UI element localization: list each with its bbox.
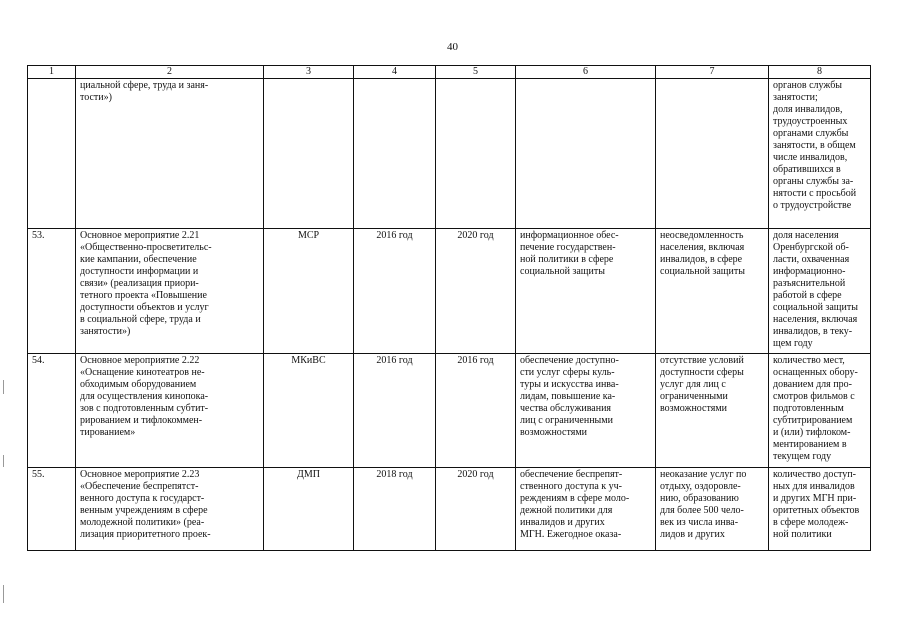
cell-indicator: доля населения Оренбургской об- ласти, охваченная информационно- разъяснительной работой в сфере социальной защиты населения, включая инвалидов, в теку- щем году xyxy=(769,229,871,354)
header-col-1: 1 xyxy=(28,66,76,79)
header-col-8: 8 xyxy=(769,66,871,79)
cell-result: обеспечение беспрепят- ственного доступа к уч- реждениям в сфере моло- дежной политики для инвалидов и других МГН. Ежегодное оказа- xyxy=(516,468,656,551)
cell-indicator: органов службы занятости; доля инвалидов, трудоустроенных органами службы занятости, в общем числе инвалидов, обратившихся в органы службы за- нятости с просьбой о трудоустройстве xyxy=(769,79,871,229)
measures-table xyxy=(27,65,871,551)
cell-consequence: неосведомленность населения, включая инвалидов, в сфере социальной защиты xyxy=(656,229,769,354)
cell-consequence: отсутствие условий доступности сферы услуг для лиц с ограниченными возможностями xyxy=(656,354,769,468)
cell-indicator: количество доступ- ных для инвалидов и других МГН при- оритетных объектов в сфере молодеж- ной политики xyxy=(769,468,871,551)
cell-number: 55. xyxy=(28,468,76,551)
header-row xyxy=(28,66,871,79)
page-number: 40 xyxy=(447,41,458,53)
cell-result: обеспечение доступно- сти услуг сферы куль- туры и искусства инва- лидам, повышение ка- чества обслуживания лиц с ограниченными возможностями xyxy=(516,354,656,468)
header-col-7: 7 xyxy=(656,66,769,79)
cell-activity: Основное мероприятие 2.22 «Оснащение кинотеатров не- обходимым оборудованием для осуществления кинопока- зов с подготовленным субтит- рированием и тифлокоммен- тированием» xyxy=(76,354,264,468)
cell-executor: МКиВС xyxy=(264,354,354,468)
cell-start-year: 2016 год xyxy=(354,354,436,468)
scan-mark xyxy=(3,455,4,467)
cell-end-year xyxy=(436,79,516,229)
cell-number xyxy=(28,79,76,229)
table-row xyxy=(28,229,871,354)
cell-result: информационное обес- печение государствен- ной политики в сфере социальной защиты xyxy=(516,229,656,354)
cell-activity: Основное мероприятие 2.21 «Общественно-просветительс- кие кампании, обеспечение доступности информации и связи» (реализация приори- тетного проекта «Повышение доступности объектов и услуг в социальной сфере, труда и занятости») xyxy=(76,229,264,354)
cell-executor: МСР xyxy=(264,229,354,354)
cell-executor: ДМП xyxy=(264,468,354,551)
header-col-4: 4 xyxy=(354,66,436,79)
scan-mark xyxy=(3,585,4,603)
scan-mark xyxy=(3,380,4,394)
cell-start-year: 2016 год xyxy=(354,229,436,354)
header-col-6: 6 xyxy=(516,66,656,79)
cell-result xyxy=(516,79,656,229)
table-row xyxy=(28,354,871,468)
cell-number: 53. xyxy=(28,229,76,354)
cell-activity: Основное мероприятие 2.23 «Обеспечение беспрепятст- венного доступа к государст- венным учреждениям в сфере молодежной политики» (реа- лизация приоритетного проек- xyxy=(76,468,264,551)
header-col-5: 5 xyxy=(436,66,516,79)
cell-start-year: 2018 год xyxy=(354,468,436,551)
cell-indicator: количество мест, оснащенных обору- дованием для про- смотров фильмов с подготовленным субтитрированием и (или) тифлоком- ментированием в текущем году xyxy=(769,354,871,468)
cell-activity: циальной сфере, труда и заня- тости») xyxy=(76,79,264,229)
cell-consequence xyxy=(656,79,769,229)
cell-end-year: 2020 год xyxy=(436,468,516,551)
cell-executor xyxy=(264,79,354,229)
cell-consequence: неоказание услуг по отдыху, оздоровле- нию, образованию для более 500 чело- век из числа инва- лидов и других xyxy=(656,468,769,551)
cell-start-year xyxy=(354,79,436,229)
header-col-2: 2 xyxy=(76,66,264,79)
table-row-continuation xyxy=(28,79,871,229)
header-col-3: 3 xyxy=(264,66,354,79)
scan-margin-marks xyxy=(3,380,5,610)
cell-number: 54. xyxy=(28,354,76,468)
cell-end-year: 2016 год xyxy=(436,354,516,468)
table-row xyxy=(28,468,871,551)
cell-end-year: 2020 год xyxy=(436,229,516,354)
